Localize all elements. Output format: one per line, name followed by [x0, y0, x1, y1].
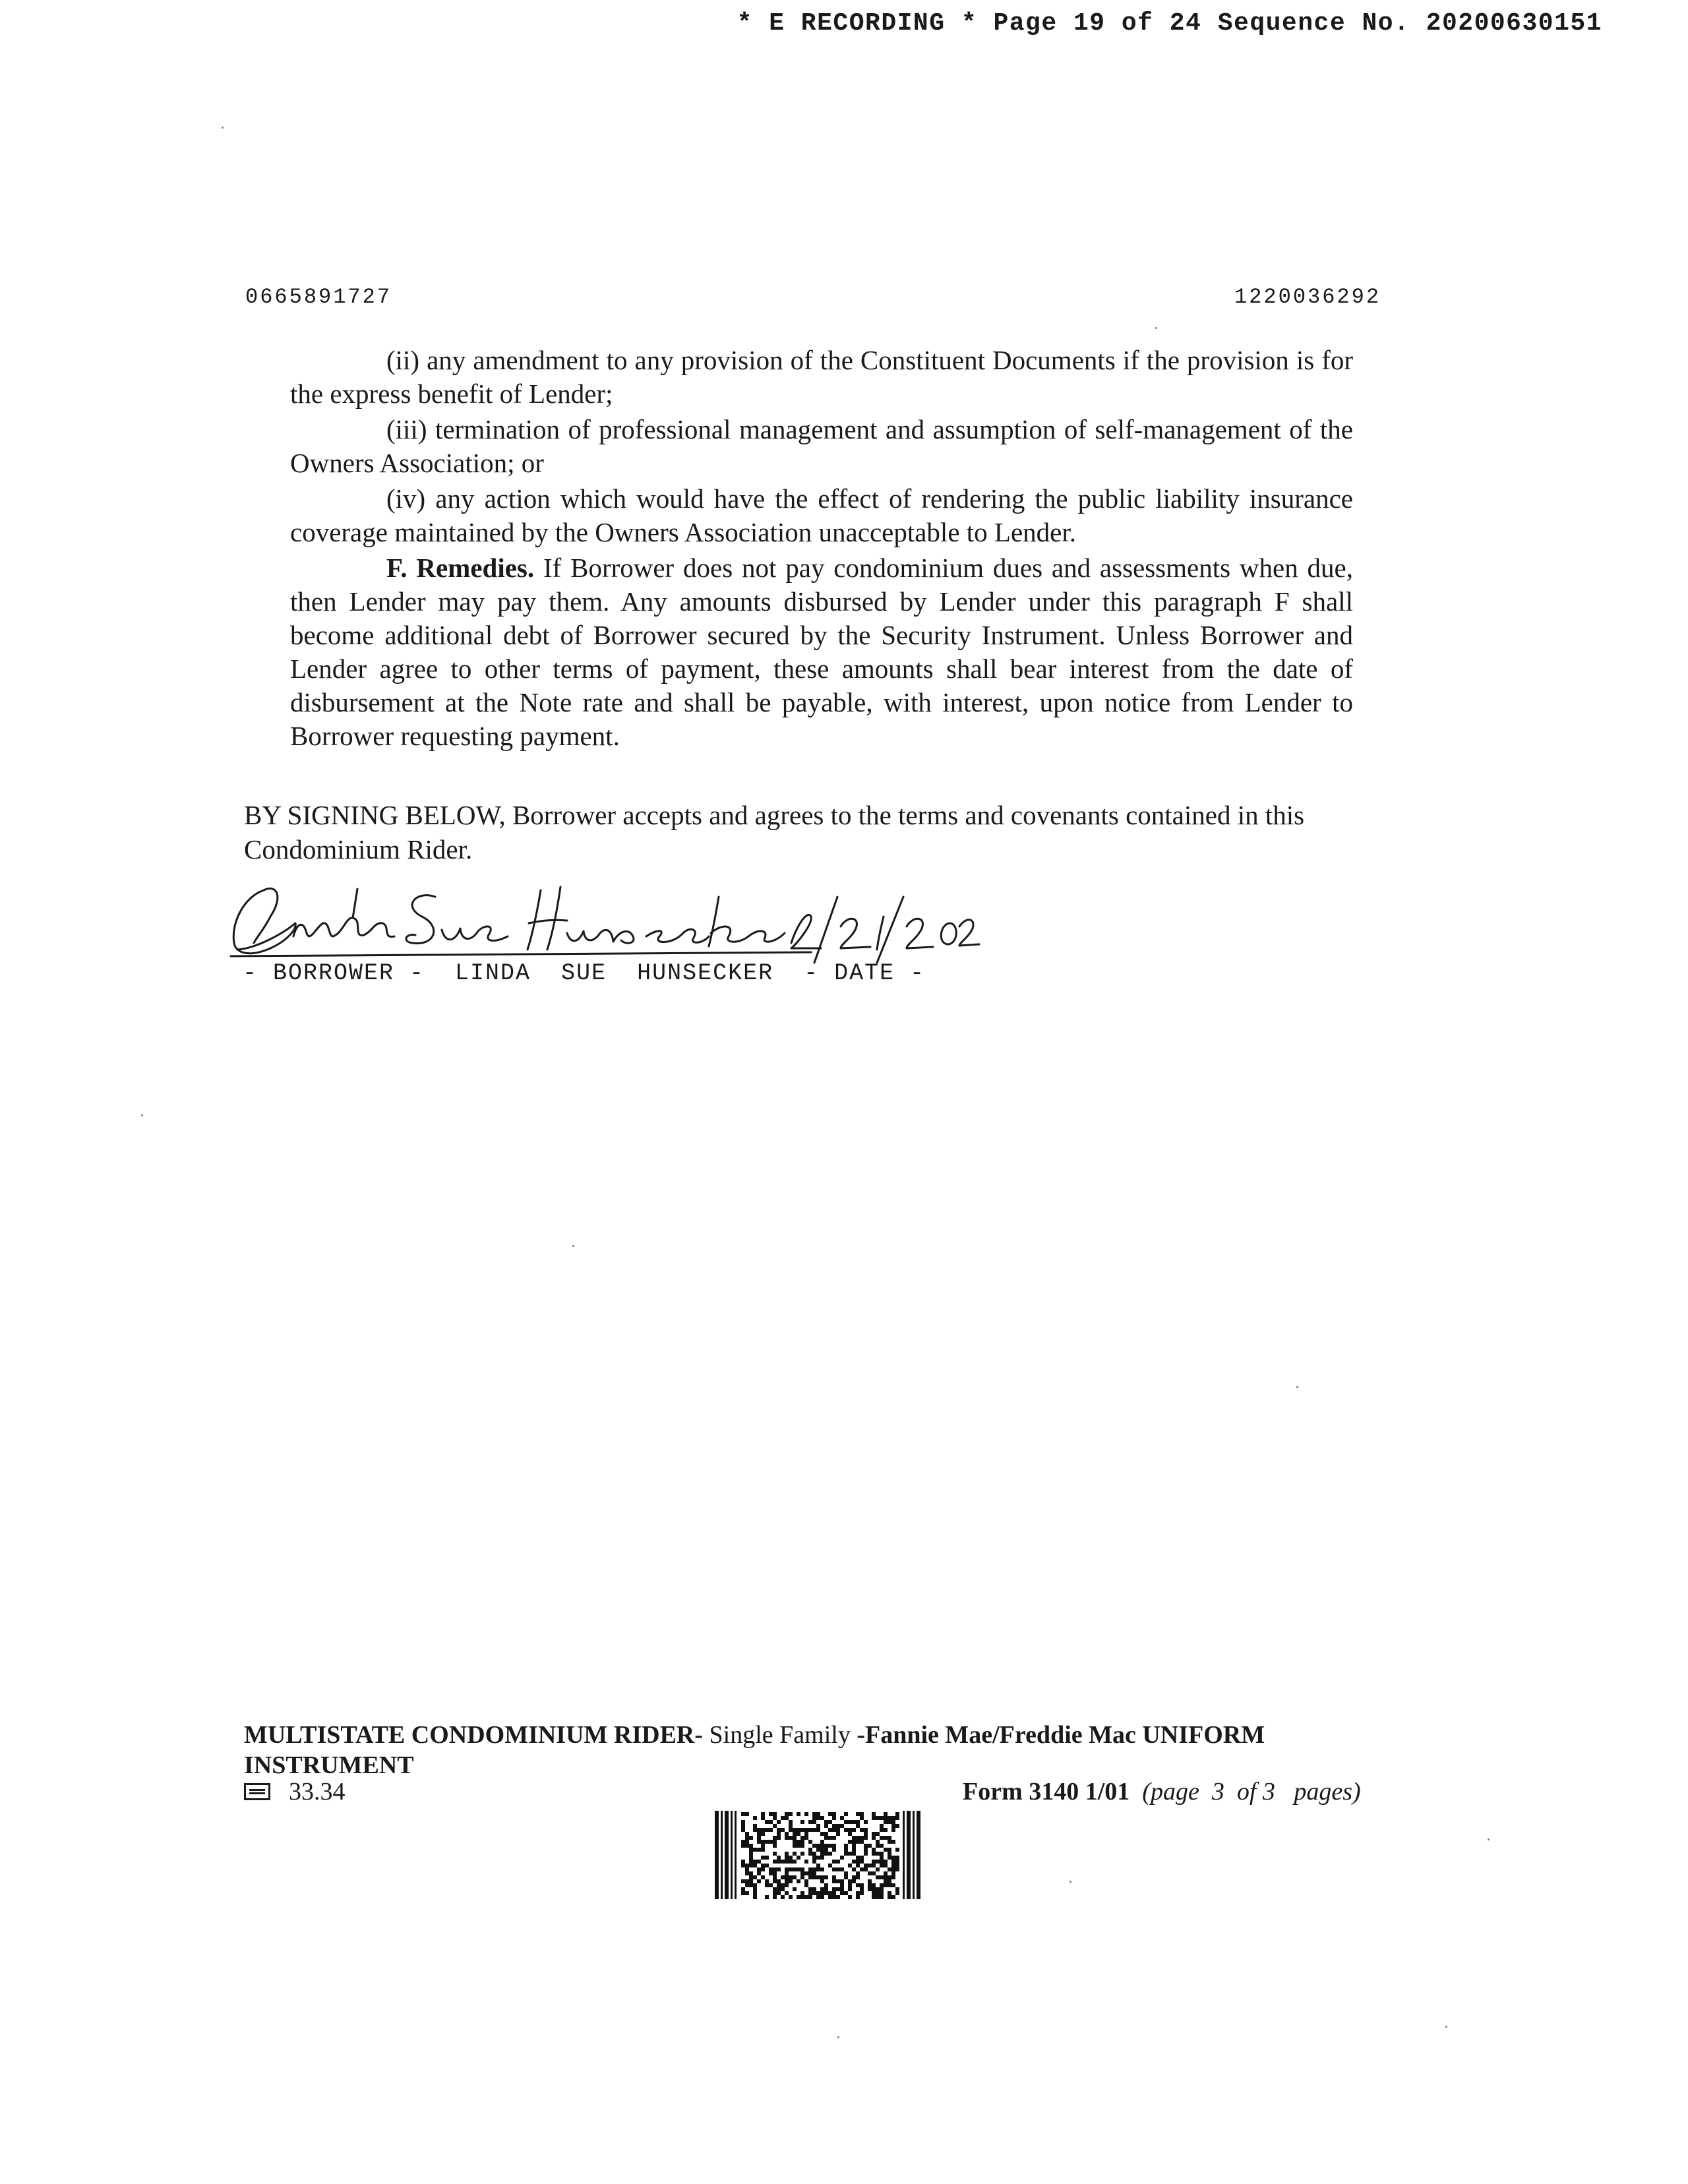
- remedies-heading: F. Remedies.: [386, 553, 535, 583]
- form-id-line: [963, 1776, 1361, 1807]
- scan-speck: [1155, 327, 1157, 329]
- scan-speck: [222, 127, 224, 129]
- scan-speck: [1488, 1838, 1490, 1840]
- remedies-body: If Borrower does not pay condominium dues and assessments when due, then Lender may pay them. Any amounts disbursed by Lender under this paragraph F shall become additional debt of Borrower secured by the Security Instrument. Unless Borrower and Lender agree to other terms of payment, these amounts shall bear interest from the date of disbursement at the Note rate and shall be payable, with interest, upon notice from Lender to Borrower requesting payment.: [290, 553, 1353, 751]
- barcode-image: [715, 1811, 920, 1899]
- cx-icon: [244, 1783, 270, 1800]
- rider-paragraphs: [290, 344, 1353, 755]
- scan-speck: [1296, 1386, 1298, 1388]
- loan-number-left: 0665891727: [245, 285, 392, 309]
- scan-speck: [1070, 1881, 1071, 1883]
- scan-speck: [837, 2036, 839, 2038]
- loan-number-right: 1220036292: [1234, 285, 1381, 309]
- clause-ii: (ii) any amendment to any provision of the Constituent Documents if the provision is for the express benefit of Lender;: [290, 345, 1353, 409]
- clause-iii: (iii) termination of professional management and assumption of self-management of the Owners Association; or: [290, 414, 1353, 478]
- form-title: [244, 1720, 1391, 1780]
- form-id: Form 3140 1/01: [963, 1778, 1130, 1805]
- form-title-regular: Single Family: [703, 1721, 857, 1749]
- page-info: (page 3 of 3 pages): [1142, 1778, 1361, 1805]
- scan-speck: [572, 1245, 574, 1247]
- signing-statement: BY SIGNING BELOW, Borrower accepts and agrees to the terms and covenants contained in this Condominium Rider.: [244, 800, 1305, 864]
- signature-caption: - BORROWER - LINDA SUE HUNSECKER - DATE -: [243, 960, 926, 986]
- scan-speck: [141, 1114, 143, 1116]
- handwritten-signature: [218, 870, 982, 969]
- recording-header: * E RECORDING * Page 19 of 24 Sequence No. 20200630151: [737, 9, 1602, 38]
- form-code: [244, 1776, 346, 1807]
- remedies-paragraph: [290, 551, 1353, 753]
- form-code-value: 33.34: [289, 1778, 346, 1805]
- form-title-bold-2: -Fannie Mae/Freddie Mac UNIFORM INSTRUMENT: [244, 1721, 1265, 1779]
- form-title-bold-1: MULTISTATE CONDOMINIUM RIDER-: [244, 1721, 704, 1749]
- scan-speck: [1445, 2026, 1447, 2028]
- clause-iv: (iv) any action which would have the effect of rendering the public liability insurance coverage maintained by the Owners Association unacceptable to Lender.: [290, 483, 1353, 547]
